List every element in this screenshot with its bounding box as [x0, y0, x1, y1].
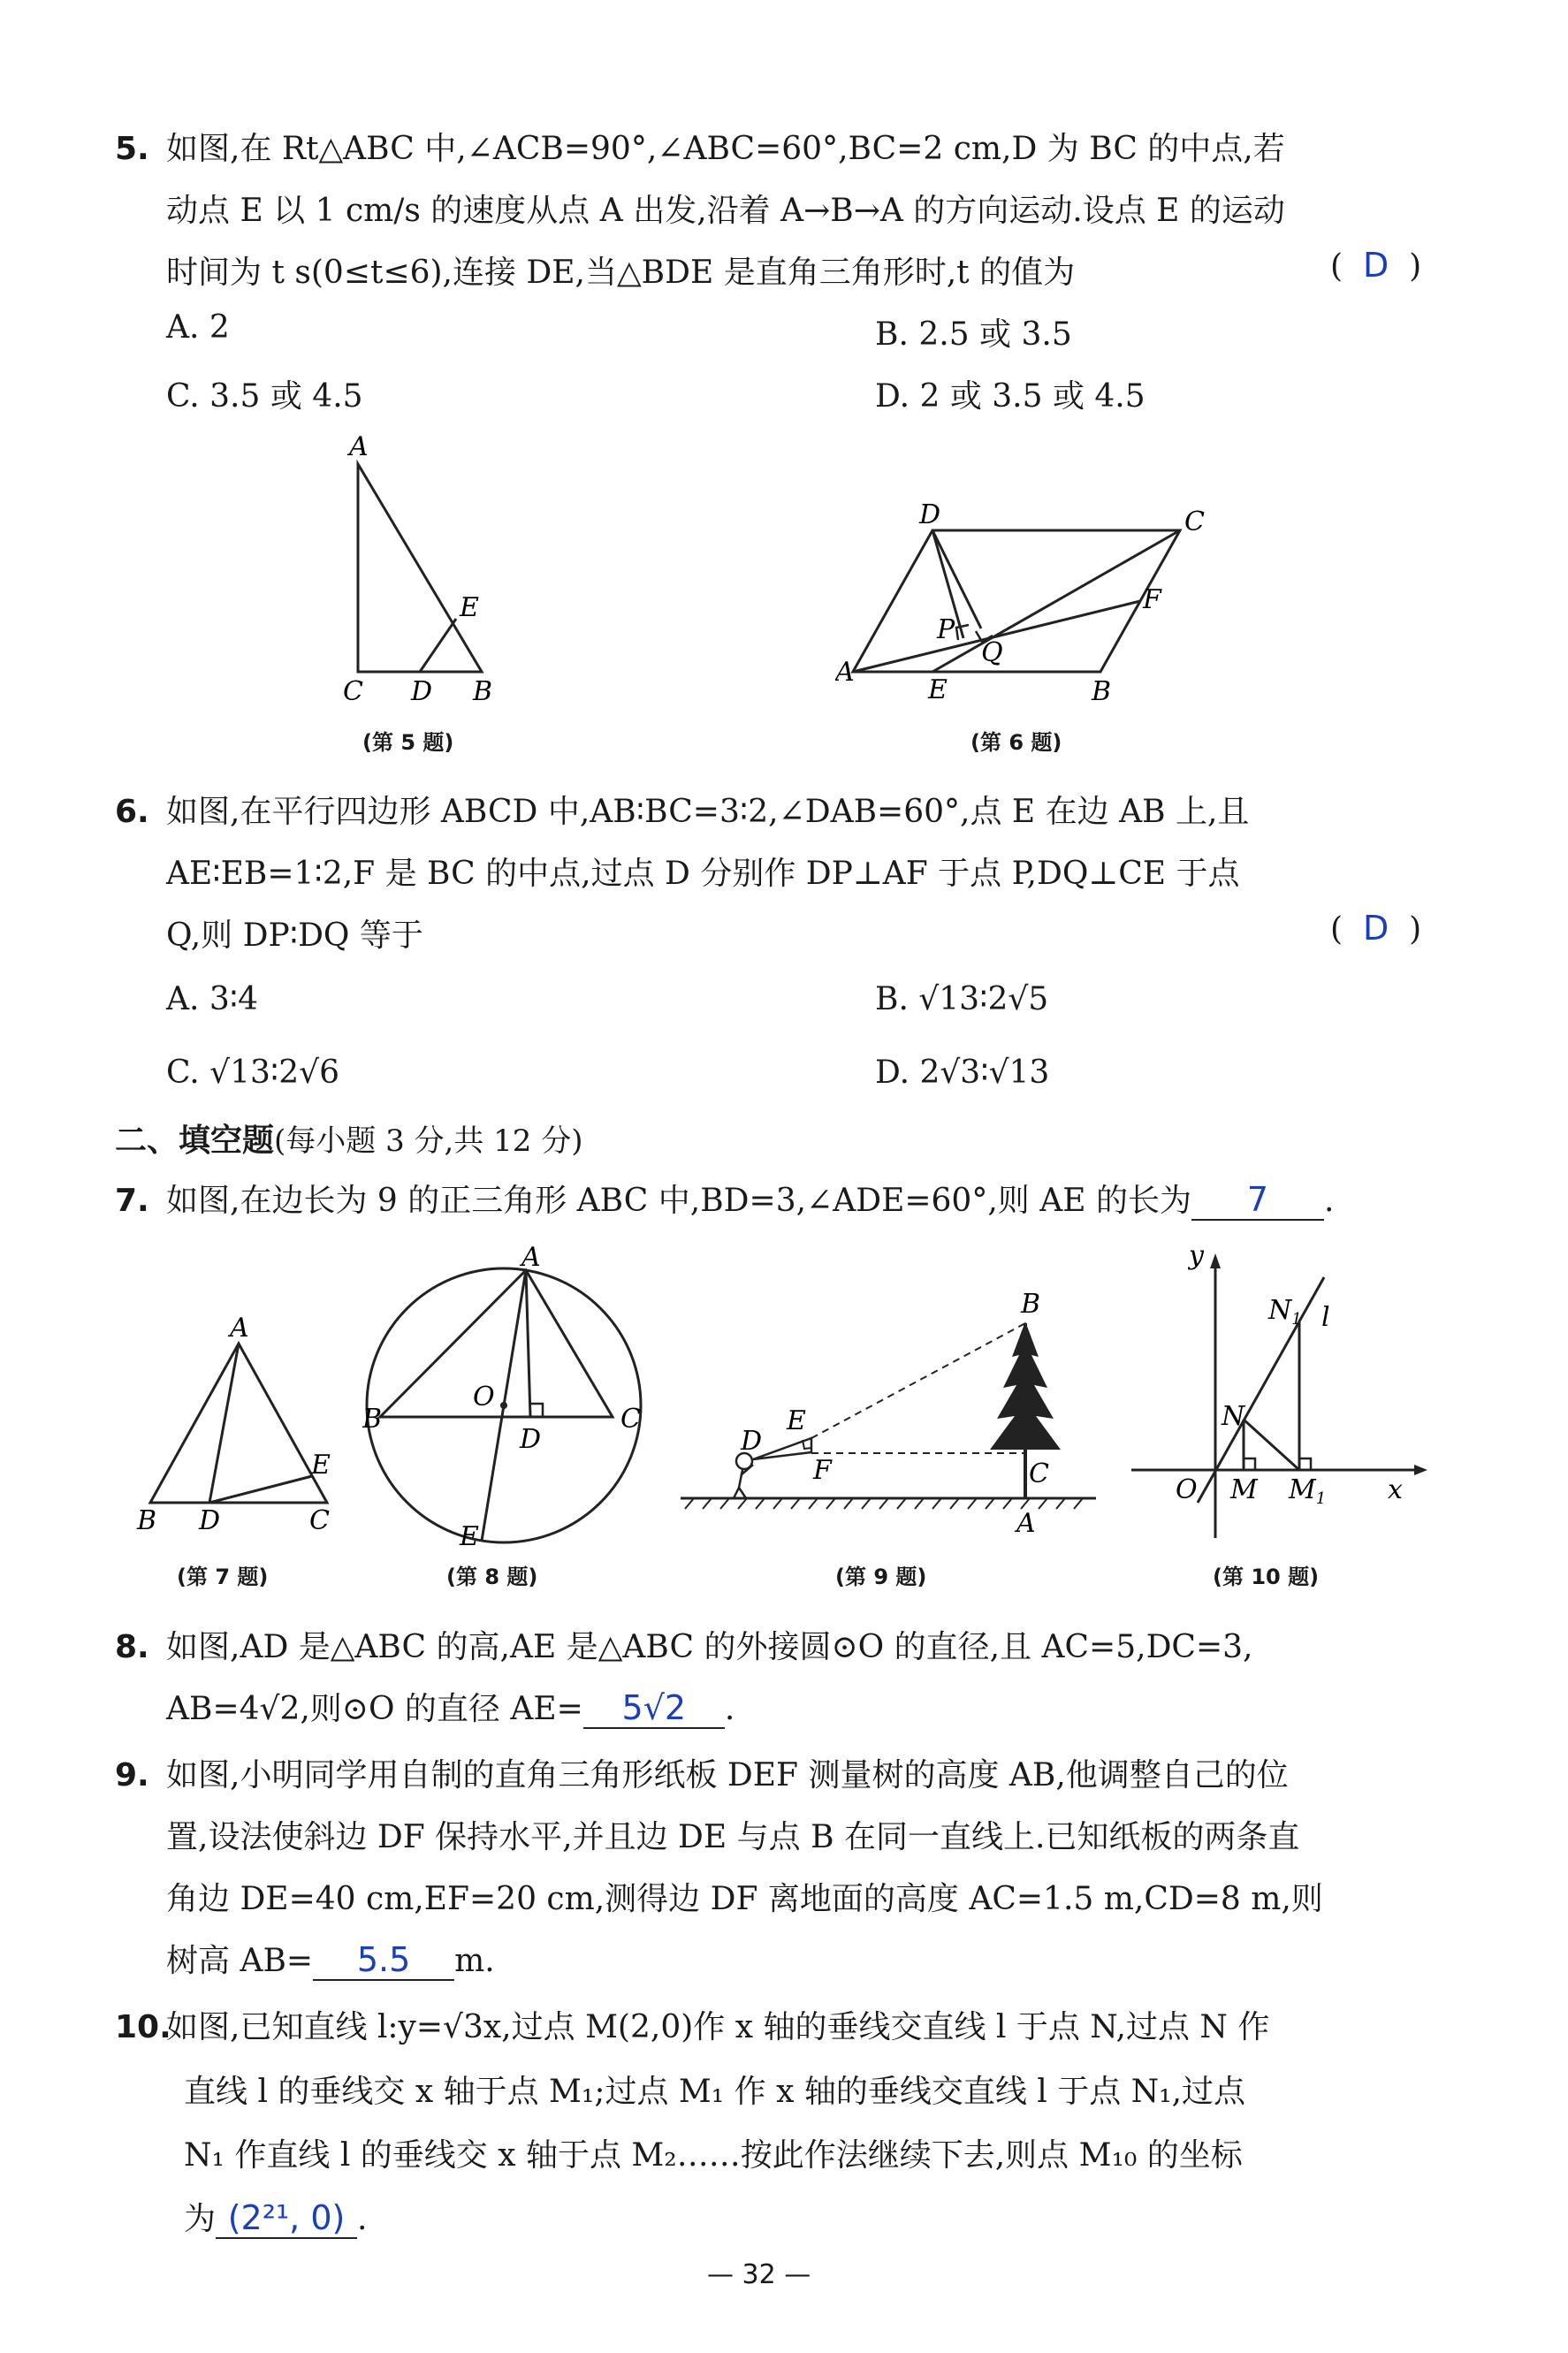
fig9-label-b: B: [1021, 1289, 1041, 1320]
q6-option-a: A. 3∶4: [166, 981, 259, 1017]
q10-line3: N₁ 作直线 l 的垂线交 x 轴于点 M₂……按此作法继续下去,则点 M₁₀ 的坐标: [184, 2137, 1243, 2174]
fig10-label-m: M: [1230, 1474, 1258, 1505]
q10-line2: 直线 l 的垂线交 x 轴于点 M₁;过点 M₁ 作 x 轴的垂线交直线 l 于点 N₁,过点: [184, 2074, 1246, 2110]
fig6-label-q: Q: [981, 637, 1003, 668]
fig8-label-e: E: [460, 1521, 479, 1547]
q6-line2: AE∶EB=1∶2,F 是 BC 的中点,过点 D 分别作 DP⊥AF 于点 P,DQ⊥CE 于点: [166, 856, 1240, 892]
q6-line3: Q,则 DP∶DQ 等于: [166, 918, 423, 954]
q5-line3: 时间为 t s(0≤t≤6),连接 DE,当△BDE 是直角三角形时,t 的值为: [166, 255, 1076, 291]
q8-number: 8.: [115, 1629, 149, 1665]
q5-line1: 5. 如图,在 Rt△ABC 中,∠ACB=90°,∠ABC=60°,BC=2 cm,D 为 BC 的中点,若: [115, 131, 1285, 167]
q6-option-d: D. 2√3∶√13: [875, 1055, 1050, 1091]
fig7-label-d: D: [199, 1505, 221, 1536]
q5-option-d: D. 2 或 3.5 或 4.5: [875, 378, 1146, 415]
page-number: — 32 —: [707, 2259, 811, 2290]
q6-option-c: C. √13∶2√6: [166, 1055, 340, 1091]
q7-number: 7.: [115, 1183, 149, 1219]
fig6-label-d: D: [919, 504, 941, 530]
fig7-label-b: B: [137, 1505, 157, 1536]
section-2-heading: 二、填空题(每小题 3 分,共 12 分): [115, 1123, 583, 1159]
q10-line4: 为 (2²¹, 0) .: [184, 2198, 368, 2237]
q8-line1: 8. 如图,AD 是△ABC 的高,AE 是△ABC 的外接圆⊙O 的直径,且 AC=5,DC=3,: [115, 1629, 1253, 1665]
fig6-label-c: C: [1184, 506, 1205, 537]
fig9-label-a: A: [1016, 1508, 1036, 1539]
q5-option-c: C. 3.5 或 4.5: [166, 378, 363, 415]
q6-answer: D: [1362, 909, 1389, 948]
fig6-label-b: B: [1092, 676, 1112, 707]
q8-line2: AB=4√2,则⊙O 的直径 AE= 5√2 .: [166, 1688, 735, 1727]
fig8-caption: (第 8 题): [446, 1565, 538, 1589]
fig10-label-n1: $N_1$: [1268, 1295, 1302, 1329]
q9-line2: 置,设法使斜边 DF 保持水平,并且边 DE 与点 B 在同一直线上.已知纸板的两条直: [166, 1819, 1300, 1855]
fig10-label-x: x: [1388, 1474, 1403, 1505]
fig5-label-e: E: [460, 592, 479, 623]
fig10-label-o: O: [1176, 1474, 1198, 1505]
fig5-label-a: A: [349, 431, 369, 462]
fig10-label-y: y: [1189, 1240, 1204, 1271]
fig7-label-e: E: [311, 1450, 331, 1481]
q5-answer-paren: ( D ): [1330, 246, 1422, 285]
q6-number: 6.: [115, 794, 149, 830]
q6-answer-paren: ( D ): [1330, 909, 1422, 948]
fig10-label-n: N: [1222, 1401, 1245, 1432]
q5-line2: 动点 E 以 1 cm/s 的速度从点 A 出发,沿着 A→B→A 的方向运动.设点 E 的运动: [166, 193, 1285, 229]
fig8-label-c: C: [620, 1404, 641, 1435]
q9-line1: 9. 如图,小明同学用自制的直角三角形纸板 DEF 测量树的高度 AB,他调整自己的位: [115, 1757, 1289, 1793]
q5-number: 5.: [115, 131, 149, 167]
q6-option-b: B. √13∶2√5: [875, 981, 1049, 1017]
q10-answer: (2²¹, 0): [216, 2198, 357, 2239]
figure-10: [1123, 1237, 1441, 1547]
fig6-label-f: F: [1143, 584, 1161, 615]
fig10-label-l: l: [1321, 1302, 1330, 1333]
fig7-caption: (第 7 题): [177, 1565, 269, 1589]
figure-8: [362, 1246, 645, 1547]
fig5-label-c: C: [343, 676, 363, 707]
q9-line3: 角边 DE=40 cm,EF=20 cm,测得边 DF 离地面的高度 AC=1.5 m,CD=8 m,则: [166, 1881, 1323, 1917]
figure-9: [672, 1286, 1096, 1551]
fig5-label-b: B: [473, 676, 493, 707]
fig6-caption: (第 6 题): [970, 730, 1062, 755]
fig8-label-d: D: [520, 1424, 542, 1455]
q9-answer: 5.5: [313, 1940, 454, 1981]
q5-answer: D: [1362, 246, 1389, 285]
fig8-label-a: A: [521, 1246, 541, 1273]
fig8-label-o: O: [473, 1382, 495, 1413]
q8-answer: 5√2: [583, 1688, 725, 1729]
fig9-label-c: C: [1029, 1458, 1049, 1489]
q9-line4: 树高 AB= 5.5 m.: [166, 1940, 495, 1979]
q7-answer: 7: [1191, 1180, 1324, 1221]
fig9-label-f: F: [813, 1455, 832, 1486]
q10-number: 10.: [115, 2009, 171, 2045]
q5-option-b: B. 2.5 或 3.5: [875, 316, 1072, 353]
fig6-label-p: P: [937, 614, 955, 645]
q6-line1: 6. 如图,在平行四边形 ABCD 中,AB∶BC=3∶2,∠DAB=60°,点 E 在边 AB 上,且: [115, 794, 1250, 830]
fig6-label-a: A: [835, 657, 855, 688]
fig9-label-e: E: [787, 1405, 806, 1436]
fig7-label-a: A: [230, 1317, 249, 1344]
q7-line: 7. 如图,在边长为 9 的正三角形 ABC 中,BD=3,∠ADE=60°,则 AE 的长为 7 .: [115, 1180, 1335, 1219]
fig10-caption: (第 10 题): [1213, 1565, 1320, 1589]
q10-line1: 10.如图,已知直线 l:y=√3x,过点 M(2,0)作 x 轴的垂线交直线 l 于点 N,过点 N 作: [115, 2009, 1270, 2045]
q5-option-a: A. 2: [166, 309, 230, 346]
fig9-caption: (第 9 题): [835, 1565, 927, 1589]
fig5-caption: (第 5 题): [362, 730, 454, 755]
figure-6: [835, 504, 1224, 716]
figure-7: [133, 1317, 345, 1547]
fig5-label-d: D: [411, 676, 433, 707]
fig7-label-c: C: [309, 1505, 330, 1536]
fig8-label-b: B: [362, 1404, 383, 1435]
fig10-label-m1: $M_1$: [1289, 1474, 1327, 1508]
q9-number: 9.: [115, 1757, 149, 1793]
fig9-label-d: D: [741, 1426, 763, 1457]
figure-5: [327, 429, 521, 712]
fig6-label-e: E: [928, 674, 948, 705]
